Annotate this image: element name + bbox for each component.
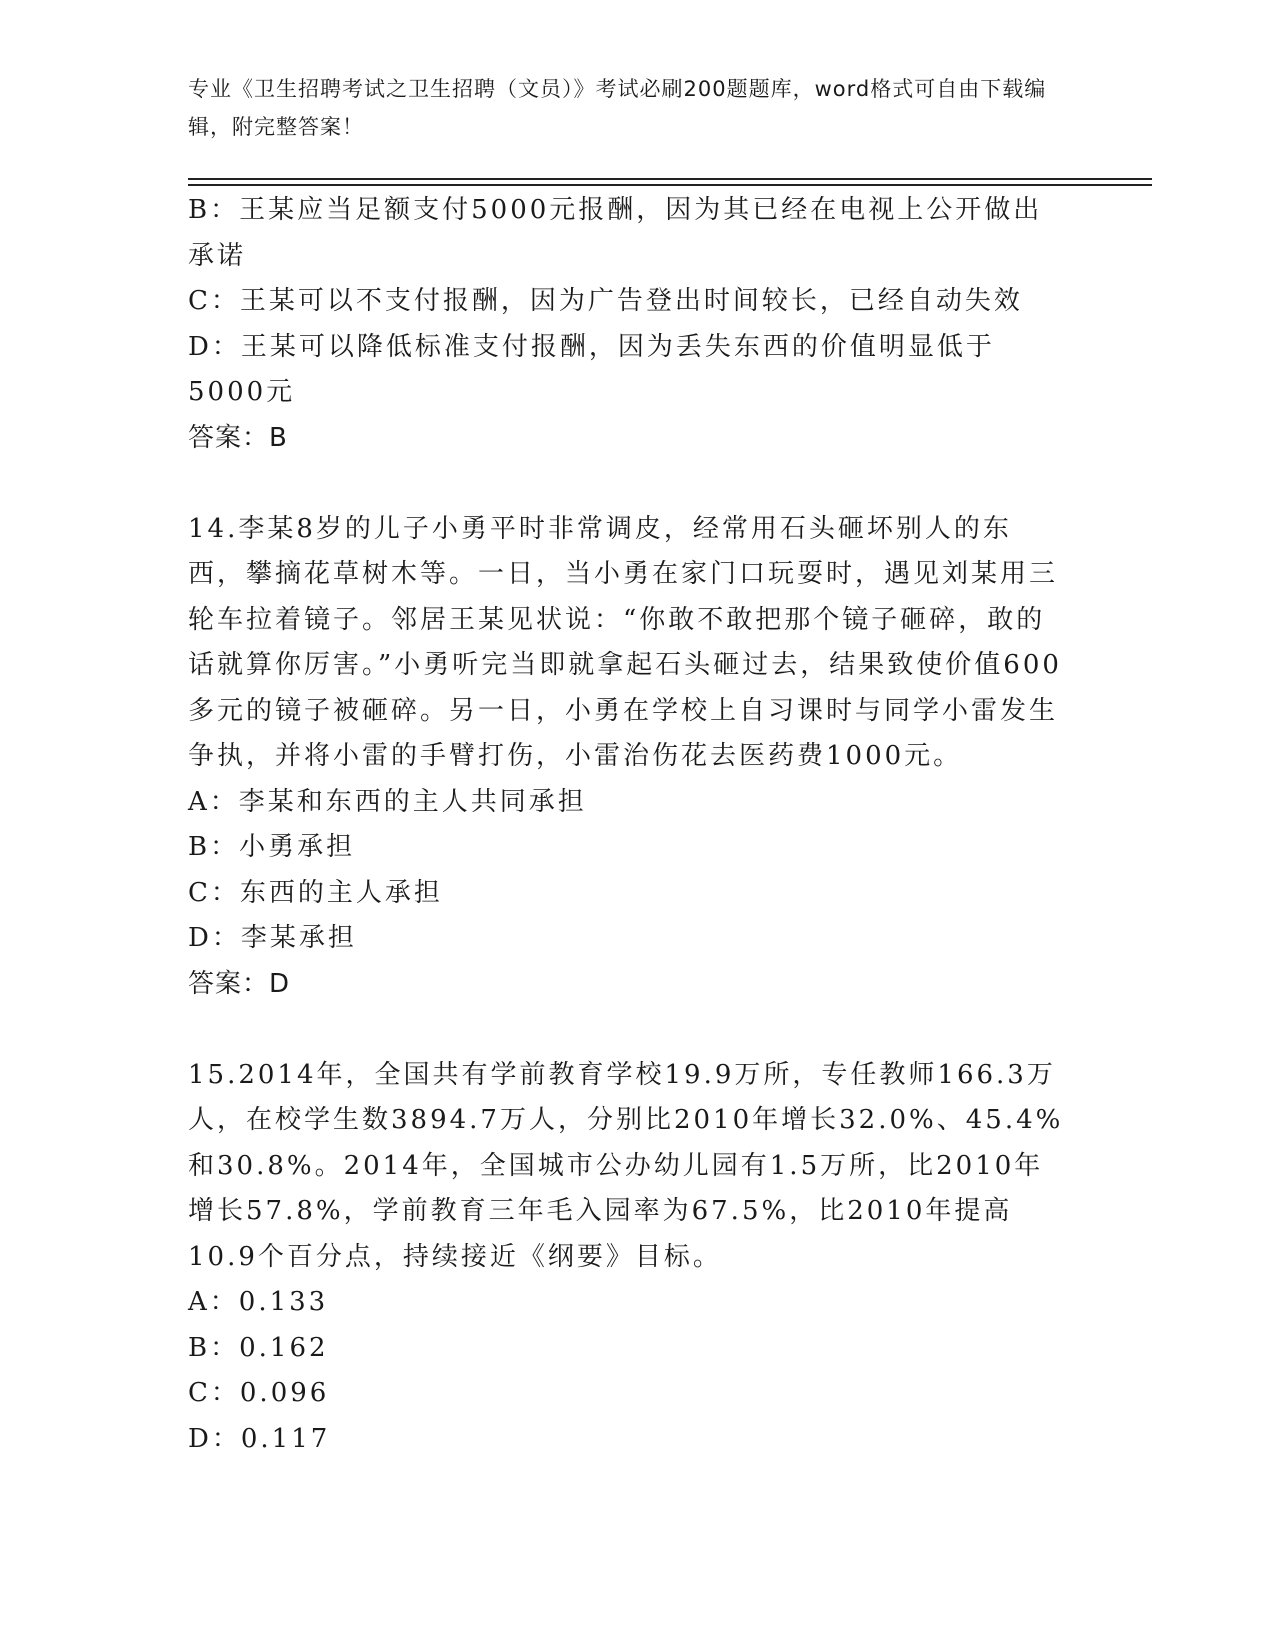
option-d: D：王某可以降低标准支付报酬，因为丢失东西的价值明显低于5000元 <box>188 331 995 407</box>
header-divider-top <box>188 178 1152 180</box>
answer: 答案：B <box>188 422 288 453</box>
option-b: B：0.162 <box>188 1332 329 1363</box>
option-a: A：0.133 <box>188 1287 329 1317</box>
option-d: D：0.117 <box>188 1423 331 1454</box>
option-c: C：王某可以不支付报酬，因为广告登出时间较长，已经自动失效 <box>188 286 1023 316</box>
option-c: C：0.096 <box>188 1378 330 1408</box>
question-14 <box>188 507 1068 1008</box>
option-c: C：东西的主人承担 <box>188 877 443 908</box>
question-stem: 15.2014年，全国共有学前教育学校19.9万所，专任教师166.3万人，在校学生数3894.7万人，分别比2010年增长32.0%、45.4%和30.8%。2014年，全国城市公办幼儿园有1.5万所，比2010年增长57.8%，学前教育三年毛入园率为67.5%，比2010年提高10.9个百分点，持续接近《纲要》目标。 <box>188 1059 1064 1272</box>
question-13-continued <box>188 188 1068 461</box>
option-d: D：李某承担 <box>188 923 357 953</box>
question-15 <box>188 1053 1068 1463</box>
question-stem: 14.李某8岁的儿子小勇平时非常调皮，经常用石头砸坏别人的东西，攀摘花草树木等。一日，当小勇在家门口玩耍时，遇见刘某用三轮车拉着镜子。邻居王某见状说：“你敢不敢把那个镜子砸碎，敢的话就算你厉害。”小勇听完当即就拿起石头砸过去，结果致使价值600多元的镜子被砸碎。另一日，小勇在学校上自习课时与同学小雷发生争执，并将小雷的手臂打伤，小雷治伤花去医药费1000元。 <box>188 513 1062 771</box>
spacer <box>188 461 1068 507</box>
document-body <box>188 188 1068 1462</box>
option-b: B：王某应当足额支付5000元报酬，因为其已经在电视上公开做出承诺 <box>188 195 1043 271</box>
option-a: A：李某和东西的主人共同承担 <box>188 786 587 817</box>
spacer <box>188 1007 1068 1053</box>
header-divider-bottom <box>188 184 1152 186</box>
answer: 答案：D <box>188 968 291 999</box>
option-b: B：小勇承担 <box>188 832 356 862</box>
page-header: 专业《卫生招聘考试之卫生招聘（文员）》考试必刷200题题库，word格式可自由下载编辑，附完整答案！ <box>188 77 1047 139</box>
